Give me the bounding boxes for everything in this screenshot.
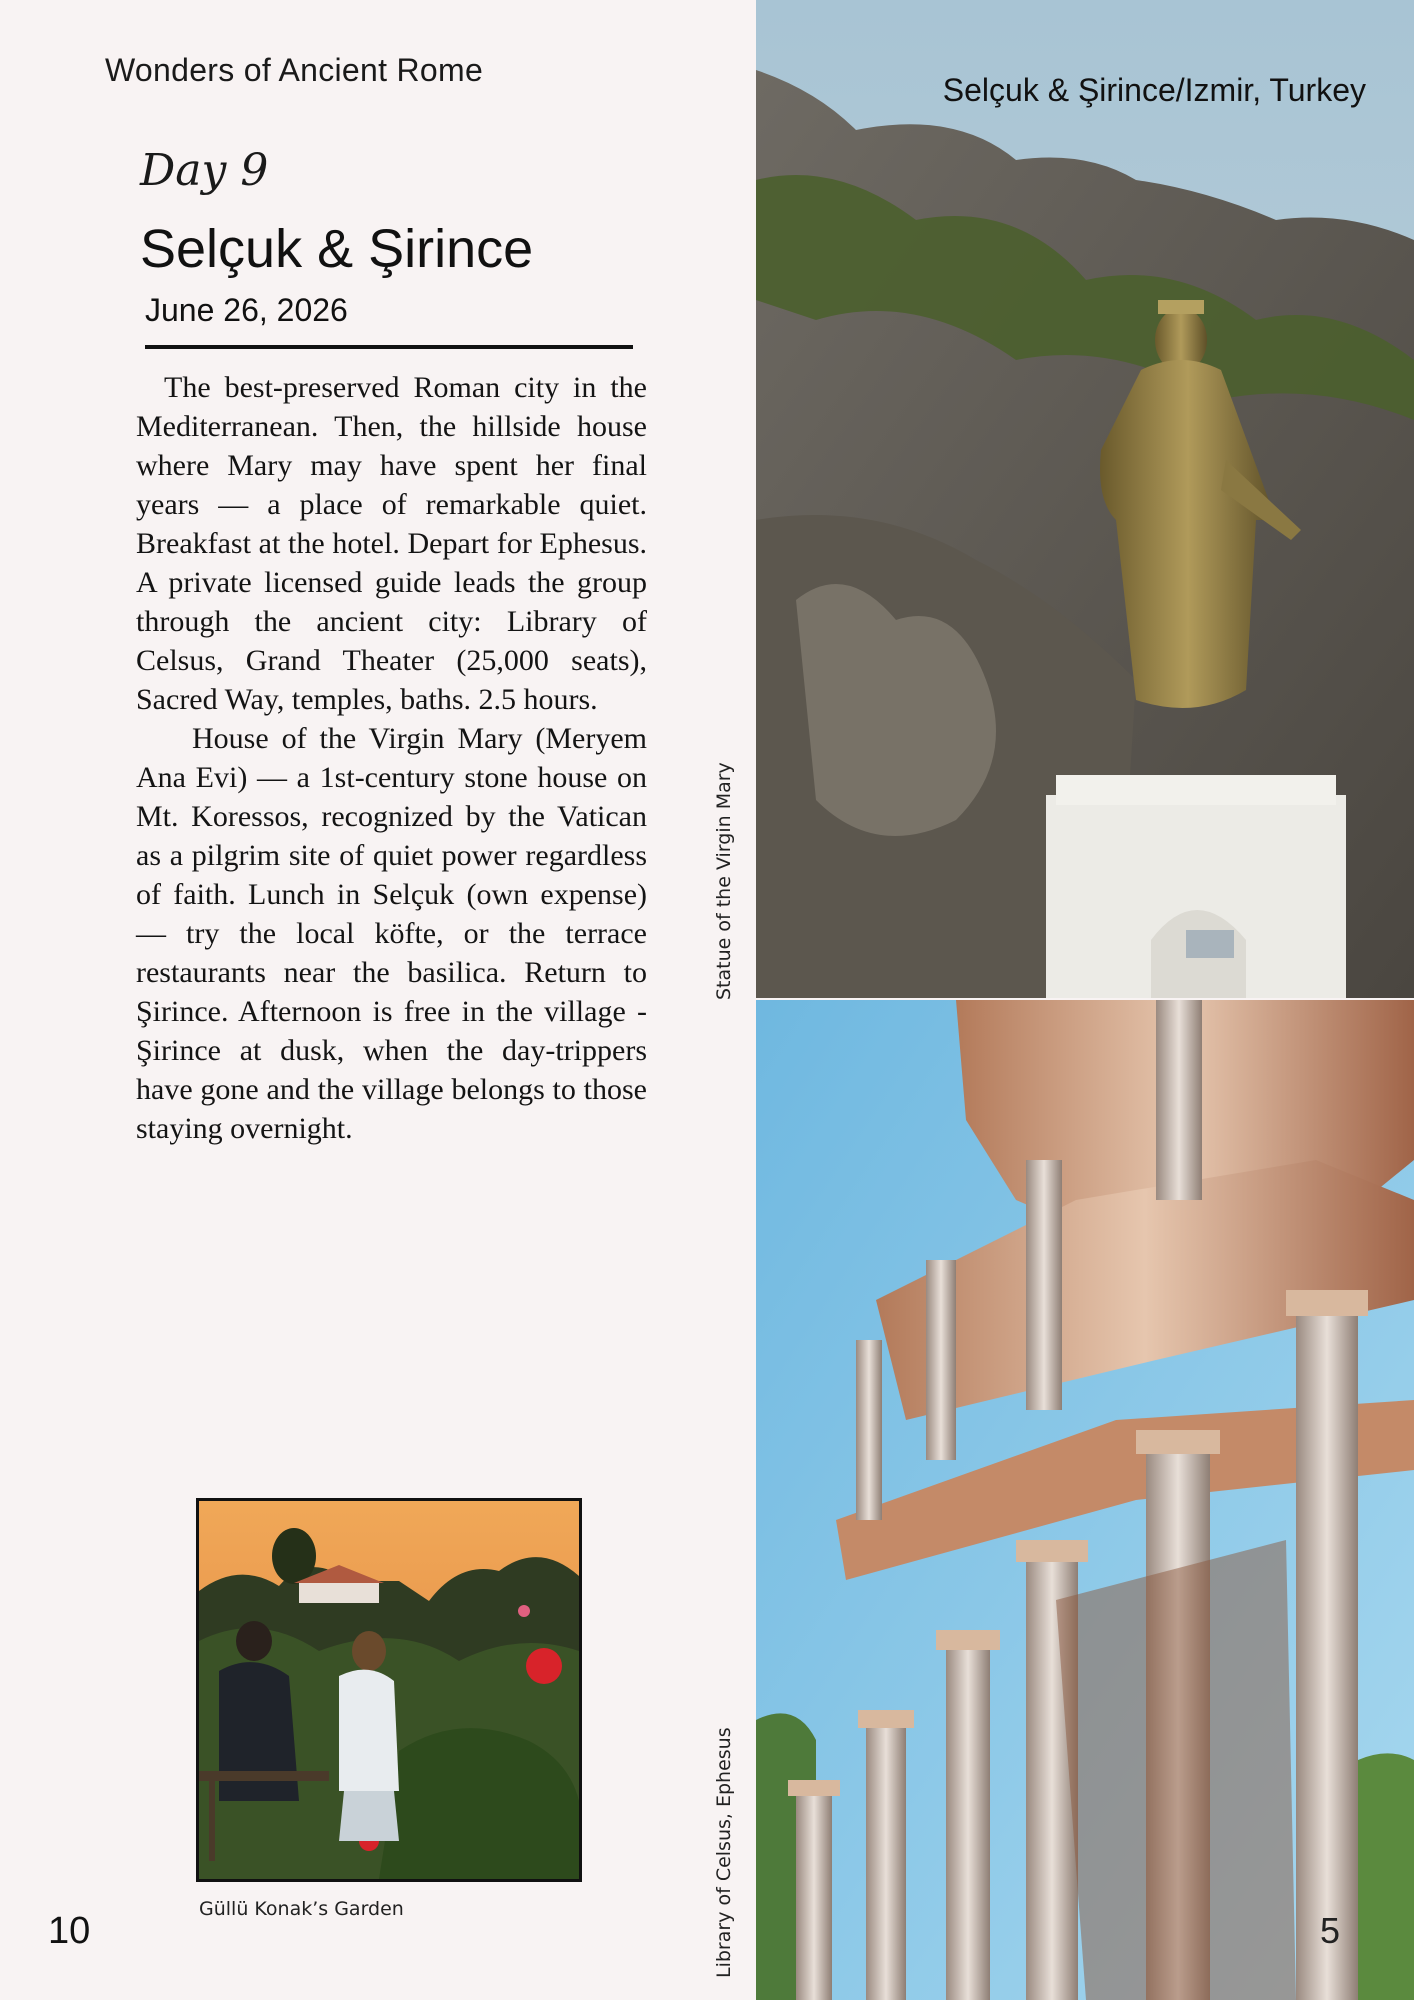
body-text (136, 368, 647, 1148)
page-title: Selçuk & Şirince (140, 219, 534, 279)
date: June 26, 2026 (145, 292, 348, 328)
location: Selçuk & Şirince/Izmir, Turkey (942, 72, 1366, 108)
day-label: Day 9 (140, 145, 269, 196)
paragraph-ephesus: The best-preserved Roman city in the Mediterranean. Then, the hillside house where Mary may have spent her final years — a place of remarkable quiet. Breakfast at the hotel. Depart for Ephesus. A private licensed guide leads the group through the ancient city: Library of Celsus, Grand Theater (25,000 seats), Sacred Way, temples, baths. 2.5 hours. (136, 371, 647, 716)
statue-caption: Statue of the Virgin Mary (713, 762, 735, 1000)
book-title: Wonders of Ancient Rome (105, 52, 484, 88)
statue-photo (756, 0, 1414, 998)
library-photo (756, 1000, 1414, 2000)
paragraph-virgin-mary-house: House of the Virgin Mary (Meryem Ana Evi) — a 1st-century stone house on Mt. Koressos, recognized by the Vatican as a pilgrim site of quiet power regardless of faith. Lunch in Selçuk (own expense) — try the local köfte, or the terrace restaurants near the basilica. Return to Şirince. Afternoon is free in the village - Şirince at dusk, when the day-trippers have gone and the village belongs to those staying overnight. (136, 722, 647, 1145)
page-number-right: 5 (1320, 1910, 1341, 1951)
garden-caption: Güllü Konak’s Garden (199, 1898, 404, 1920)
garden-photo (196, 1498, 582, 1882)
library-caption: Library of Celsus, Ephesus (713, 1727, 735, 1978)
title-divider (145, 345, 633, 349)
page-number-left: 10 (48, 1910, 91, 1952)
